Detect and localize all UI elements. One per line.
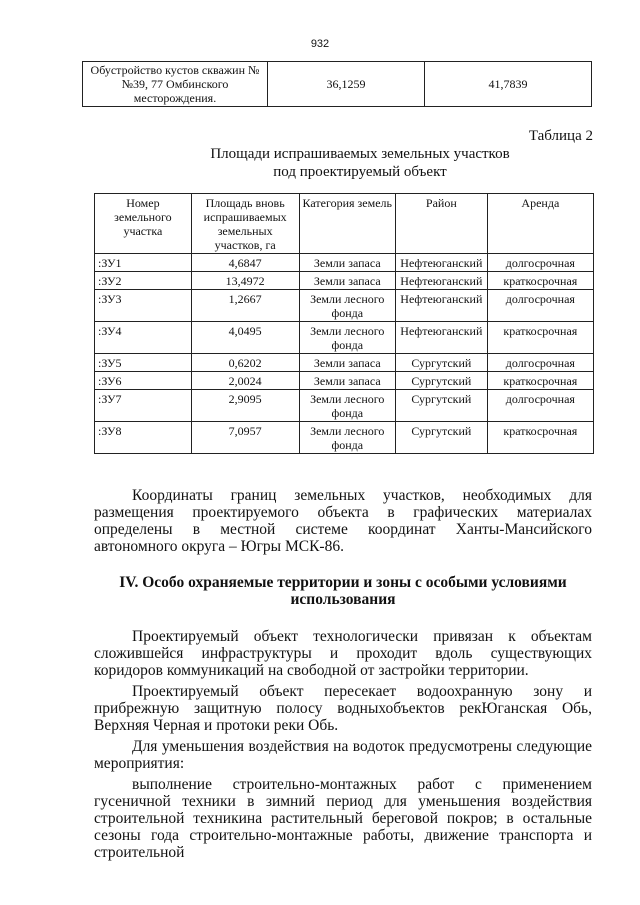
table-cell: :ЗУ6	[95, 372, 192, 390]
table-cell: :ЗУ1	[95, 254, 192, 272]
table-cell: :ЗУ5	[95, 354, 192, 372]
table-cell: долгосрочная	[487, 354, 593, 372]
table-row	[95, 254, 594, 272]
table-cell: краткосрочная	[487, 372, 593, 390]
body-paragraph: выполнение строительно-монтажных работ с применением гусеничной техники в зимний период для уменьшения воздействия строительной техникина растительный береговой покров; в остальные сезоны года строительно-монтажные работы, движение транспорта и строительной	[94, 776, 592, 861]
table-cell: Нефтеюганский	[396, 322, 488, 354]
column-header: Категория земель	[299, 194, 395, 254]
table-cell: Нефтеюганский	[396, 272, 488, 290]
table-title-line: под проектируемый объект	[273, 164, 447, 180]
table-row	[95, 372, 594, 390]
land-plots-table	[94, 193, 594, 454]
column-header: Площадь вновь испрашиваемых земельных участков, га	[191, 194, 299, 254]
table-cell: :ЗУ4	[95, 322, 192, 354]
table-cell: краткосрочная	[487, 272, 593, 290]
column-header: Аренда	[487, 194, 593, 254]
table-title-line: Площади испрашиваемых земельных участков	[210, 146, 510, 162]
table-cell: Земли лесного фонда	[299, 422, 395, 454]
table-cell: Сургутский	[396, 390, 488, 422]
table-cell: долгосрочная	[487, 390, 593, 422]
table-cell: Сургутский	[396, 372, 488, 390]
column-header: Район	[396, 194, 488, 254]
table-cell: Сургутский	[396, 354, 488, 372]
body-paragraph: Для уменьшения воздействия на водоток предусмотрены следующие мероприятия:	[94, 738, 592, 772]
table-cell: Земли лесного фонда	[299, 290, 395, 322]
section-heading: IV. Особо охраняемые территории и зоны с особыми условиями использования	[119, 574, 567, 608]
table-cell: 2,9095	[191, 390, 299, 422]
coordinates-paragraph: Координаты границ земельных участков, необходимых для размещения проектируемого объекта в графических материалах определены в местной системе координат Ханты-Мансийского автономного округа – Югры МСК-86.	[94, 487, 592, 555]
table-row	[95, 272, 594, 290]
table-cell: долгосрочная	[487, 254, 593, 272]
table-cell: 41,7839	[425, 62, 592, 107]
column-header: Номер земельного участка	[95, 194, 192, 254]
table-cell: Нефтеюганский	[396, 290, 488, 322]
table-cell: краткосрочная	[487, 422, 593, 454]
table-row	[95, 290, 594, 322]
table-header-row	[95, 194, 594, 254]
table-cell: краткосрочная	[487, 322, 593, 354]
table-row	[95, 322, 594, 354]
continuation-table	[82, 61, 592, 107]
table-cell: 36,1259	[268, 62, 425, 107]
table-row	[83, 62, 592, 107]
table-cell: 13,4972	[191, 272, 299, 290]
section-body	[94, 628, 592, 865]
table-cell: 2,0024	[191, 372, 299, 390]
table-row	[95, 390, 594, 422]
table-cell: Земли лесного фонда	[299, 322, 395, 354]
table-cell: 0,6202	[191, 354, 299, 372]
table-cell: 4,0495	[191, 322, 299, 354]
table-cell: 1,2667	[191, 290, 299, 322]
table-cell: 4,6847	[191, 254, 299, 272]
table-cell: Земли запаса	[299, 372, 395, 390]
page-number: 932	[310, 38, 330, 50]
table-cell: :ЗУ3	[95, 290, 192, 322]
table-cell: Обустройство кустов скважин №№39, 77 Омбинского месторождения.	[83, 62, 268, 107]
table-row	[95, 354, 594, 372]
table-row	[95, 422, 594, 454]
table-cell: :ЗУ7	[95, 390, 192, 422]
table-title	[140, 145, 580, 181]
table-cell: Земли запаса	[299, 354, 395, 372]
table-cell: Земли запаса	[299, 272, 395, 290]
table-cell: Земли лесного фонда	[299, 390, 395, 422]
table-cell: Сургутский	[396, 422, 488, 454]
table-cell: долгосрочная	[487, 290, 593, 322]
table-cell: :ЗУ2	[95, 272, 192, 290]
table-cell: :ЗУ8	[95, 422, 192, 454]
table-cell: Земли запаса	[299, 254, 395, 272]
body-paragraph: Проектируемый объект технологически привязан к объектам сложившейся инфраструктуры и проходит вдоль существующих коридоров коммуникаций на свободной от застройки территории.	[94, 628, 592, 679]
table-cell: 7,0957	[191, 422, 299, 454]
body-paragraph: Проектируемый объект пересекает водоохранную зону и прибрежную защитную полосу водныхобъектов рекЮганская Обь, Верхняя Черная и протоки реки Обь.	[94, 683, 592, 734]
table-number: Таблица 2	[528, 128, 593, 144]
table-cell: Нефтеюганский	[396, 254, 488, 272]
